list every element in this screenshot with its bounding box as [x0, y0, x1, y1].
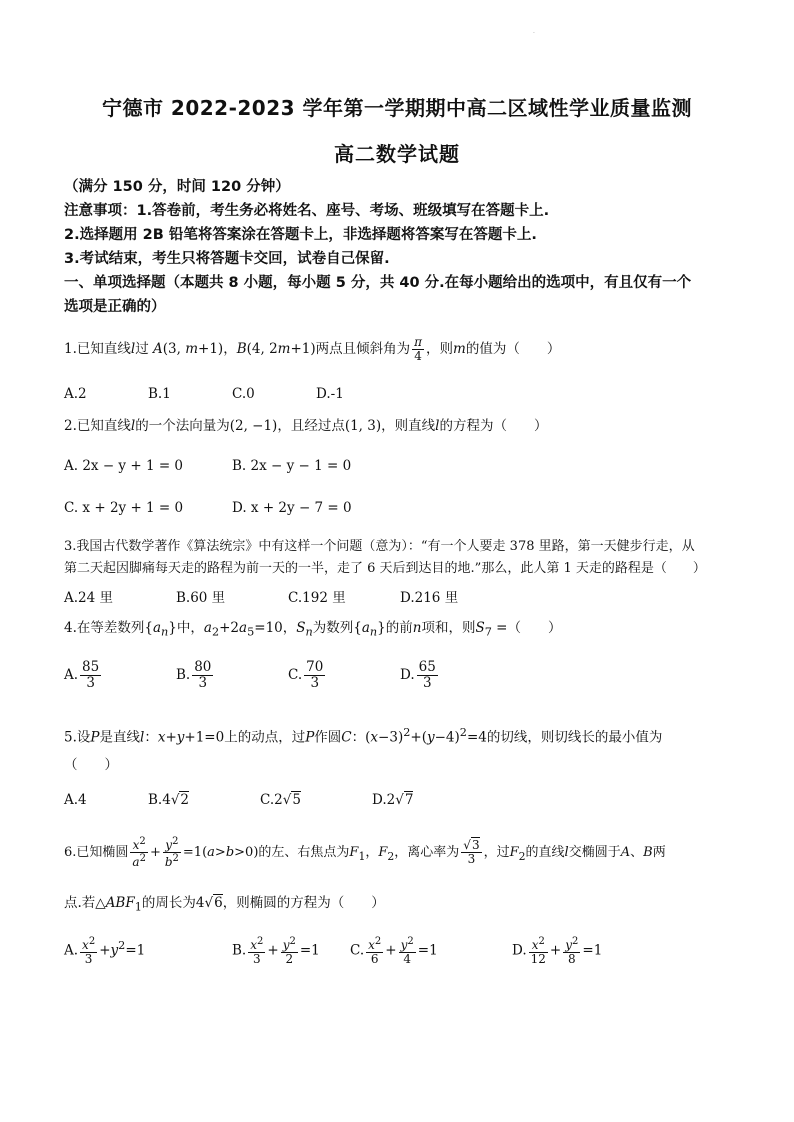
q6-option-a[interactable]: A. $\frac{x^2}{3}$ $+y^2=1$	[64, 936, 146, 967]
question-5: 5.设P是直线l：x+y+1=0上的动点，过P作圆C：$(x-3)^2+(y-4)^2=4$的切线，则切线长的最小值为	[64, 726, 663, 746]
q2-option-a[interactable]: A. 2x − y + 1 = 0	[64, 458, 184, 474]
q5-option-b[interactable]: B.4√2	[148, 792, 190, 808]
note-2: 2.选择题用 2B 铅笔将答案涂在答题卡上，非选择题将答案写在答题卡上.	[64, 227, 537, 243]
question-2-options-row-1	[64, 458, 744, 482]
question-1: 1.已知直线l过 A(3, m+1)，B(4, 2m+1)两点且倾斜角为 $\frac{\pi}{4}$ ，则m的值为（ ）	[64, 335, 561, 364]
section-heading-2: 选项是正确的）	[64, 299, 166, 315]
q4-option-d[interactable]: D. $\frac{65}{3}$	[400, 659, 436, 691]
question-3-options	[64, 586, 744, 610]
q3-option-c[interactable]: C.192 里	[288, 590, 346, 606]
question-6-line-1: 6.已知椭圆 $\frac{x^2}{a^2}$ + $\frac{y^2}{b^2}$ =1(a>b>0)的左、右焦点为$F_1$，$F_2$，离心率为 $\frac{√3}{3}$ ，过$F_2$的直线l交椭圆于A、B两	[64, 836, 666, 870]
question-4-options	[64, 660, 744, 700]
question-2-options-row-2	[64, 500, 744, 524]
q1-option-d[interactable]: D.-1	[316, 386, 344, 402]
question-3-line-2: 第二天起因脚痛每天走的路程为前一天的一半，走了 6 天后到达目的地.”那么，此人第 1 天走的路程是（ ）	[64, 561, 706, 576]
q3-option-b[interactable]: B.60 里	[176, 590, 226, 606]
q3-option-a[interactable]: A.24 里	[64, 590, 114, 606]
score-time: （满分 150 分，时间 120 分钟）	[64, 179, 290, 195]
exam-subtitle: 高二数学试题	[334, 142, 460, 166]
note-3: 3.考试结束，考生只将答题卡交回，试卷自己保留.	[64, 251, 390, 267]
q6-option-b[interactable]: B. $\frac{x^2}{3}$ + $\frac{y^2}{2}$ =1	[232, 936, 320, 967]
question-3-line-1: 3.我国古代数学著作《算法统宗》中有这样一个问题（意为）：“有一个人要走 378 里路，第一天健步行走，从	[64, 539, 695, 554]
q1-option-c[interactable]: C.0	[232, 386, 255, 402]
question-4: 4.在等差数列$\{a_n\}$中，$a_2+2a_5=10$，$S_n$为数列$\{a_n\}$的前n项和，则$S_7$ =（ ）	[64, 620, 562, 639]
q5-option-a[interactable]: A.4	[64, 792, 87, 808]
question-6-line-2: 点.若$\triangle ABF_1$的周长为4√6，则椭圆的方程为（ ）	[64, 895, 385, 914]
exam-title: 宁德市 2022-2023 学年第一学期期中高二区域性学业质量监测	[101, 96, 693, 120]
q4-option-b[interactable]: B. $\frac{80}{3}$	[176, 659, 212, 691]
q2-option-d[interactable]: D. x + 2y − 7 = 0	[232, 500, 352, 516]
question-2: 2.已知直线l的一个法向量为(2, −1)，且经过点(1, 3)，则直线l的方程为（ ）	[64, 418, 548, 434]
question-5-options	[64, 792, 744, 816]
q4-option-a[interactable]: A. $\frac{85}{3}$	[64, 659, 100, 691]
question-1-options	[64, 386, 744, 410]
q5-option-d[interactable]: D.2√7	[372, 792, 414, 808]
question-6-options	[64, 936, 744, 978]
q4-option-c[interactable]: C. $\frac{70}{3}$	[288, 659, 324, 691]
scan-speck: ·	[533, 30, 535, 37]
q1-option-a[interactable]: A.2	[64, 386, 87, 402]
q2-option-b[interactable]: B. 2x − y − 1 = 0	[232, 458, 352, 474]
note-1: 注意事项：1.答卷前，考生务必将姓名、座号、考场、班级填写在答题卡上.	[64, 203, 550, 219]
q2-option-c[interactable]: C. x + 2y + 1 = 0	[64, 500, 184, 516]
q6-option-d[interactable]: D. $\frac{x^2}{12}$ + $\frac{y^2}{8}$ =1	[512, 936, 603, 967]
q5-option-c[interactable]: C.2√5	[260, 792, 301, 808]
section-heading-1: 一、单项选择题（本题共 8 小题，每小题 5 分，共 40 分.在每小题给出的选项中，有且仅有一个	[64, 275, 692, 291]
q6-option-c[interactable]: C. $\frac{x^2}{6}$ + $\frac{y^2}{4}$ =1	[350, 936, 438, 967]
q3-option-d[interactable]: D.216 里	[400, 590, 459, 606]
question-5-paren: （ ）	[64, 757, 118, 773]
q1-option-b[interactable]: B.1	[148, 386, 171, 402]
